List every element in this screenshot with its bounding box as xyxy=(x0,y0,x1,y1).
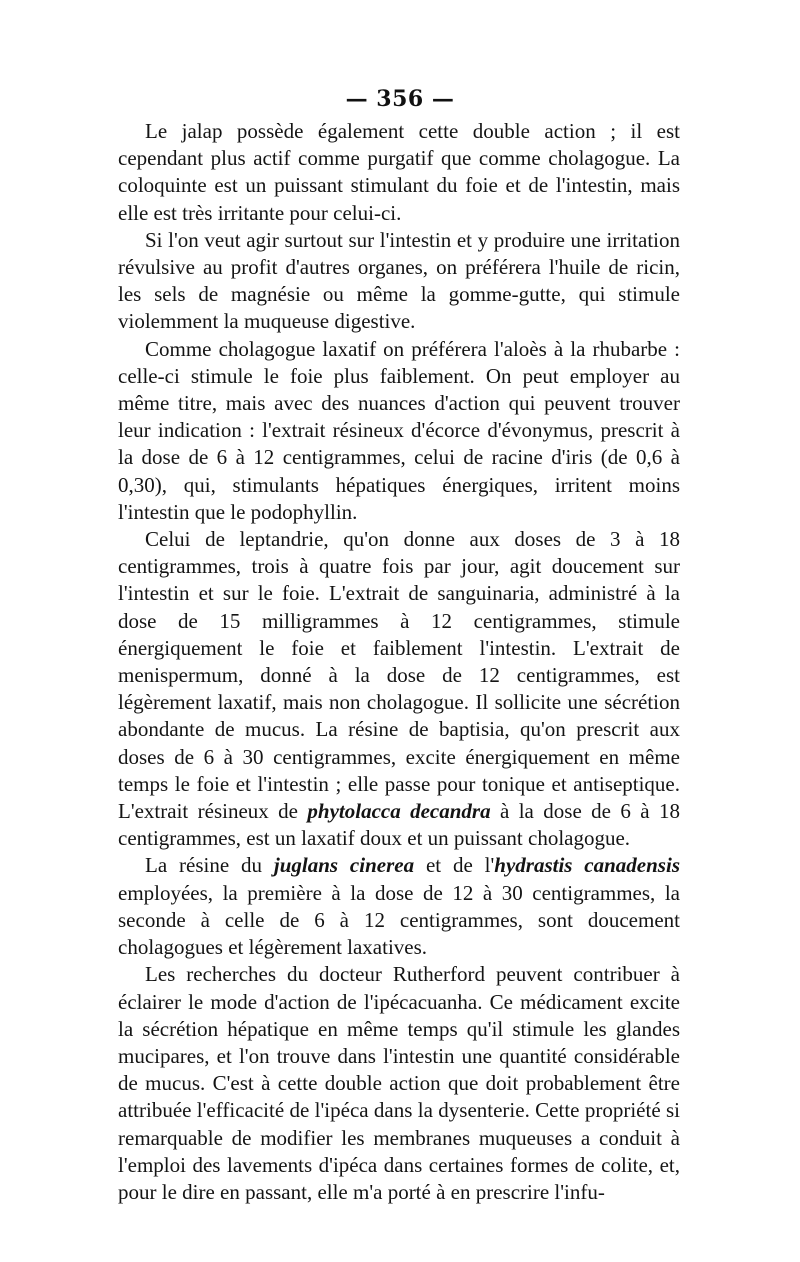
paragraph-cholagogue-laxatif xyxy=(118,336,680,526)
text-segment: employées, la première à la dose de 12 à 30 centigrammes, la seconde à celle de 6 à 12 centigrammes, sont doucement cholagogues et légèrement laxatives. xyxy=(118,880,680,960)
paragraph-juglans xyxy=(118,852,680,961)
paragraph-irritation xyxy=(118,227,680,336)
text-segment: Le jalap possède également cette double action ; il est cependant plus actif comme purgatif que comme cholagogue. La coloquinte est un puissant stimulant du foie et de l'intestin, mais elle est très irritante pour celui-ci. xyxy=(118,119,680,225)
text-segment: Comme cholagogue laxatif on préférera l'aloès à la rhubarbe : celle-ci stimule le foie plus faiblement. On peut employer au même titre, mais avec des nuances d'action qui peuvent trouver leur indication : l'extrait résineux d'écorce d'évonymus, prescrit à la dose de 6 à 12 centigrammes, celui de racine d'iris (de 0,6 à 0,30), qui, stimulants hépatiques énergiques, irritent moins l'intestin que le podophyllin. xyxy=(118,336,680,524)
text-segment: à la dose de 6 à 18 centigrammes, est un laxatif doux et un puissant cholagogue. xyxy=(118,799,680,851)
italic-term: phytolacca decandra xyxy=(307,799,491,824)
italic-term: juglans cinerea xyxy=(273,853,415,878)
italic-term: hydrastis canadensis xyxy=(494,853,680,878)
page-number: — 356 — xyxy=(345,86,455,112)
paragraph-leptandrie xyxy=(118,526,680,852)
paragraph-ipecacuanha xyxy=(118,961,680,1206)
text-segment: Les recherches du docteur Rutherford peuvent contribuer à éclairer le mode d'action de l'ipécacuanha. Ce médicament excite la sécrétion hépatique en même temps qu'il stimule les glandes mucipares, et l'on trouve dans l'intestin une quantité considérable de mucus. C'est à cette double action que doit probablement être attribuée l'efficacité de l'ipéca dans la dysenterie. Cette propriété si remarquable de modifier les membranes muqueuses a conduit à l'emploi des lavements d'ipéca dans certaines formes de colite, et, pour le dire en passant, elle m'a porté à en prescrire l'infu- xyxy=(118,962,680,1204)
text-segment: Si l'on veut agir surtout sur l'intestin et y produire une irritation révulsive au profit d'autres organes, on préférera l'huile de ricin, les sels de magnésie ou même la gomme-gutte, qui stimule violemment la muqueuse digestive. xyxy=(118,227,680,334)
text-segment: et de l' xyxy=(414,853,495,878)
text-segment: Celui de leptandrie, qu'on donne aux doses de 3 à 18 centigrammes, trois à quatre fois par jour, agit doucement sur l'intestin et sur le foie. L'extrait de sanguinaria, administré à la dose de 15 milligrammes à 12 centigrammes, stimule énergiquement le foie et faiblement l'intestin. L'extrait de menispermum, donné à la dose de 12 centigrammes, est légèrement laxatif, mais non cholagogue. Il sollicite une sécrétion abondante de mucus. La résine de baptisia, qu'on prescrit aux doses de 6 à 30 centigrammes, excite énergiquement en même temps le foie et l'intestin ; elle passe pour tonique et antiseptique. L'extrait résineux de xyxy=(118,527,680,824)
text-segment: La résine du xyxy=(145,853,274,878)
paragraph-jalap xyxy=(118,118,680,227)
body-text xyxy=(118,118,680,1206)
